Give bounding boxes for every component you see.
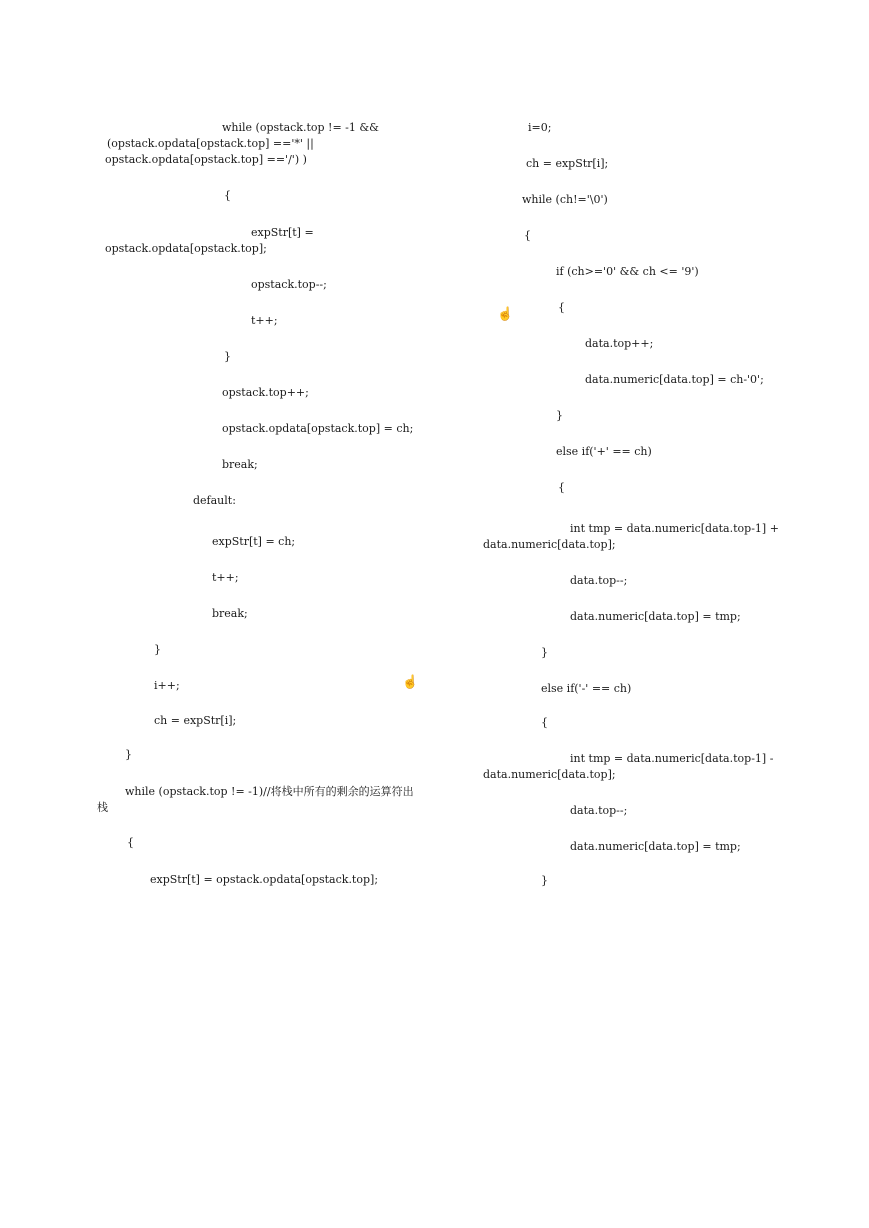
code-line: break; [212, 607, 248, 620]
code-line: t++; [212, 571, 239, 584]
code-line: data.numeric[data.top] = tmp; [570, 840, 741, 853]
code-line: i++; [154, 679, 180, 692]
code-line: opstack.top++; [222, 386, 309, 399]
code-line: data.top--; [570, 804, 628, 817]
hand-cursor-icon: ☝ [497, 307, 514, 322]
right-code-column [470, 0, 869, 1228]
code-line: } [125, 748, 132, 761]
code-line: while (opstack.top != -1 && [222, 121, 379, 134]
code-line: { [224, 189, 231, 202]
code-line: opstack.opdata[opstack.top]; [105, 242, 267, 255]
hand-cursor-icon: ☝ [402, 675, 419, 690]
code-line: default: [193, 494, 236, 507]
code-line: int tmp = data.numeric[data.top-1] + [570, 522, 779, 535]
code-line: data.numeric[data.top]; [483, 538, 616, 551]
code-line: } [154, 643, 161, 656]
code-line: } [541, 874, 548, 887]
code-line: opstack.opdata[opstack.top] = ch; [222, 422, 414, 435]
code-line: 栈 [97, 801, 108, 814]
code-line: } [224, 350, 231, 363]
code-line: { [558, 481, 565, 494]
code-line: break; [222, 458, 258, 471]
code-line: } [556, 409, 563, 422]
code-line: t++; [251, 314, 278, 327]
code-line: (opstack.opdata[opstack.top] =='*' || [107, 137, 314, 150]
code-line: while (ch!='\0') [522, 193, 608, 206]
code-line: { [558, 301, 565, 314]
code-line: opstack.top--; [251, 278, 327, 291]
code-line: expStr[t] = [251, 226, 314, 239]
code-line: } [541, 646, 548, 659]
code-line: { [541, 716, 548, 729]
code-line: i=0; [528, 121, 552, 134]
code-line: data.top--; [570, 574, 628, 587]
code-line: data.numeric[data.top] = ch-'0'; [585, 373, 764, 386]
code-line: opstack.opdata[opstack.top] =='/') ) [105, 153, 307, 166]
code-line: expStr[t] = opstack.opdata[opstack.top]; [150, 873, 379, 886]
code-line: ch = expStr[i]; [526, 157, 609, 170]
code-line: if (ch>='0' && ch <= '9') [556, 265, 699, 278]
code-line: data.numeric[data.top]; [483, 768, 616, 781]
code-line: data.numeric[data.top] = tmp; [570, 610, 741, 623]
code-line: expStr[t] = ch; [212, 535, 296, 548]
code-line: ch = expStr[i]; [154, 714, 237, 727]
code-line: data.top++; [585, 337, 654, 350]
code-line: { [127, 836, 134, 849]
code-line: { [524, 229, 531, 242]
code-line: while (opstack.top != -1)//将栈中所有的剩余的运算符出 [125, 785, 414, 798]
code-line: int tmp = data.numeric[data.top-1] - [570, 752, 774, 765]
code-line: else if('-' == ch) [541, 682, 632, 695]
code-line: else if('+' == ch) [556, 445, 652, 458]
